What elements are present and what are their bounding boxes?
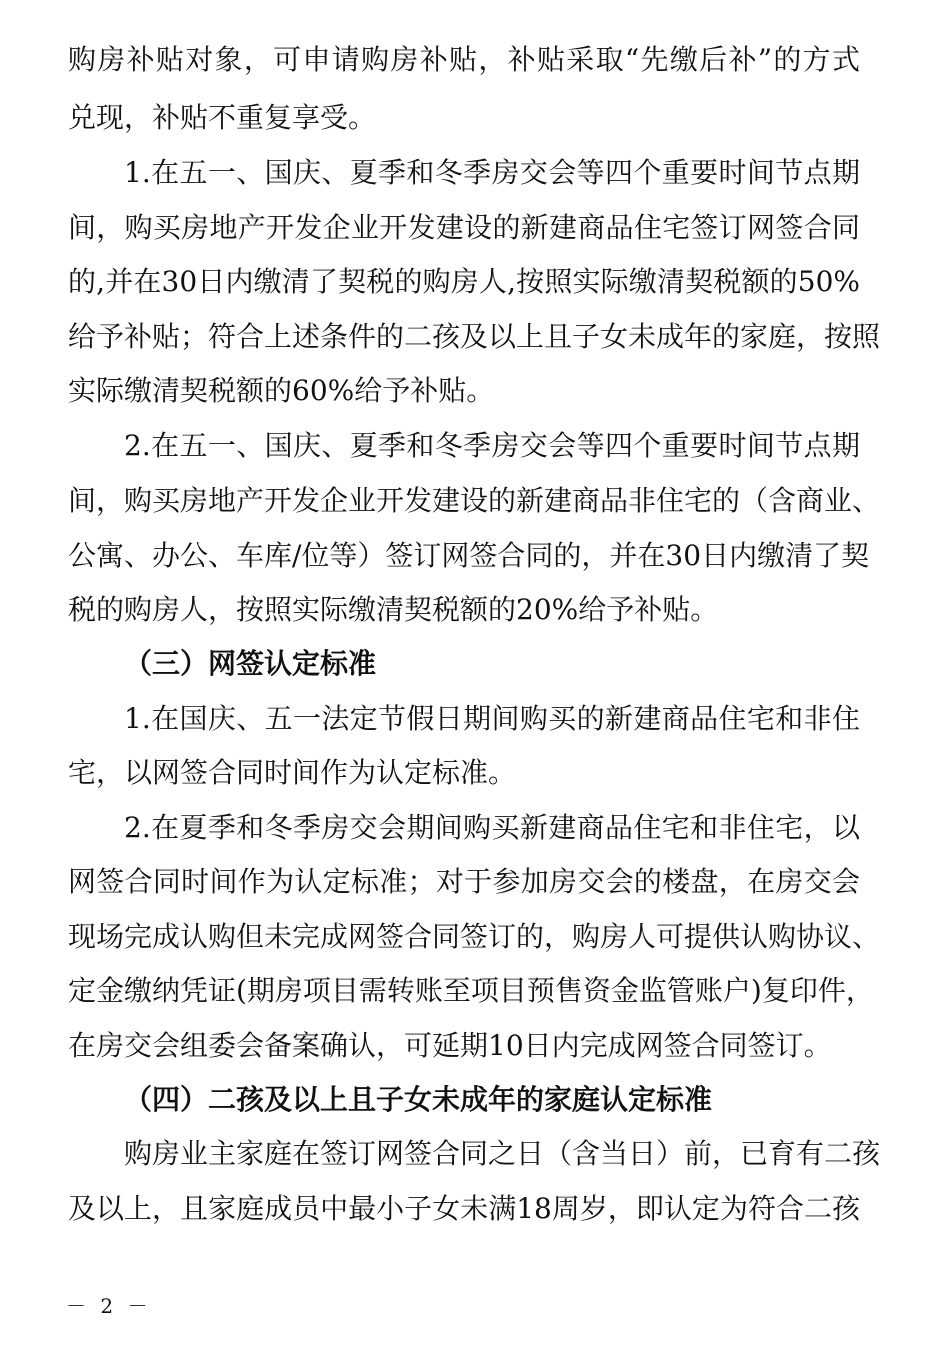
- paragraph-line: 给予补贴；符合上述条件的二孩及以上且子女未成年的家庭，按照: [68, 320, 881, 353]
- paragraph-line: 购房补贴对象，可申请购房补贴，补贴采取“先缴后补”的方式: [68, 43, 860, 76]
- section-heading: （三）网签认定标准: [124, 647, 377, 680]
- paragraph-line: 1.在五一、国庆、夏季和冬季房交会等四个重要时间节点期: [124, 156, 860, 189]
- paragraph-line: 兑现，补贴不重复享受。: [68, 101, 377, 134]
- paragraph-line: 1.在国庆、五一法定节假日期间购买的新建商品住宅和非住: [124, 702, 860, 735]
- page-number: － 2 －: [66, 1294, 152, 1318]
- paragraph-line: 税的购房人，按照实际缴清契税额的20%给予补贴。: [68, 593, 719, 626]
- paragraph-line: 间，购买房地产开发企业开发建设的新建商品住宅签订网签合同: [68, 211, 860, 244]
- paragraph-line: 实际缴清契税额的60%给予补贴。: [68, 374, 495, 407]
- paragraph-line: 宅，以网签合同时间作为认定标准。: [68, 756, 517, 789]
- paragraph-line: 2.在五一、国庆、夏季和冬季房交会等四个重要时间节点期: [124, 429, 860, 462]
- paragraph-line: 2.在夏季和冬季房交会期间购买新建商品住宅和非住宅，以: [124, 811, 860, 844]
- paragraph-line: 在房交会组委会备案确认，可延期10日内完成网签合同签订。: [68, 1029, 832, 1062]
- paragraph-line: 定金缴纳凭证(期房项目需转账至项目预售资金监管账户)复印件，: [68, 974, 874, 1007]
- paragraph-line: 的,并在30日内缴清了契税的购房人,按照实际缴清契税额的50%: [68, 265, 860, 298]
- paragraph-line: 网签合同时间作为认定标准；对于参加房交会的楼盘，在房交会: [68, 865, 860, 898]
- paragraph-line: 间，购买房地产开发企业开发建设的新建商品非住宅的（含商业、: [68, 484, 881, 517]
- paragraph-line: 公寓、办公、车库/位等）签订网签合同的，并在30日内缴清了契: [68, 539, 870, 572]
- paragraph-line: 及以上，且家庭成员中最小子女未满18周岁，即认定为符合二孩: [68, 1192, 860, 1225]
- section-heading: （四）二孩及以上且子女未成年的家庭认定标准: [124, 1083, 713, 1116]
- paragraph-line: 购房业主家庭在签订网签合同之日（含当日）前，已育有二孩: [124, 1137, 881, 1170]
- paragraph-line: 现场完成认购但未完成网签合同签订的，购房人可提供认购协议、: [68, 920, 881, 953]
